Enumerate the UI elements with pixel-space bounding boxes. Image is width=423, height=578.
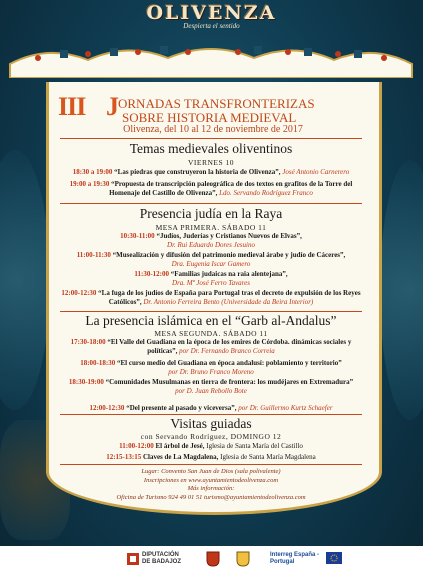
program-item: 18:00-18:30 “El curso medio del Guadiana en época andalusí: poblamiento y territorio” por Dr. Bruno Franco Moreno (80, 359, 342, 376)
diputacion-logo-text: DIPUTACIÓN DE BADAJOZ (142, 552, 182, 565)
interreg-logo-text: Interreg España - Portugal (270, 552, 320, 565)
program-item: 18:30-19:00 “Comunidades Musulmanas en tierra de frontera: los mudéjares en Extremadura” por D. Juan Rebollo Bote (68, 378, 354, 395)
program-item: 12:00-12:30 “La fuga de los judíos de España para Portugal tras el decreto de expulsión de los Reyes Católicos”, Dr. Antonio Ferreira Bento (Universidade da Beira Interior) (61, 289, 361, 306)
info-contact[interactable]: Oficina de Turismo 924 49 01 51 turismo@ayuntamientodeolivenza.com (116, 493, 306, 501)
section-title: Temas medievales oliventinos (129, 141, 293, 156)
section-title: Visitas guiadas (170, 416, 252, 431)
section-divider (60, 203, 362, 204)
header-initial: J (106, 92, 119, 121)
header-numeral: III (58, 92, 86, 121)
info-block (60, 468, 362, 502)
info-registration[interactable]: Inscripciones en www.ayuntamientodeolivenza.com (143, 476, 279, 484)
municipal-crest-icon (206, 551, 220, 567)
eu-flag-icon (326, 552, 342, 564)
crest-icon (236, 551, 250, 567)
info-venue: Lugar: Convento San Juan de Dios (sala polivalente) (141, 468, 281, 475)
section-subtitle: con Servando Rodríguez, DOMINGO 12 (140, 432, 282, 441)
program-item: 18:30 a 19:00 “Las piedras que construyeron la historia de Olivenza”, José Antonio Carnerero (72, 168, 350, 176)
section-divider (60, 414, 362, 415)
program-item: 11:00-11:30 “Musealización y difusión del patrimonio medieval árabe y judío de Cáceres”, Dra. Eugenia Iscar Gamero (76, 251, 346, 268)
program-item: 11:00-12:00 El árbol de Jesé, Iglesia de Santa María del Castillo (119, 442, 303, 450)
program-item: 17:30-18:00 “El Valle del Guadiana en la época de los emires de Córdoba. dinámicas sociales y políticas”, por Dr. Fernando Branco Correia (70, 338, 352, 355)
program-item: 11:30-12:00 “Familias judaicas na raia alentejana”, Dra. Mª José Ferro Tavares (134, 270, 288, 287)
header-line-2: SOBRE HISTORIA MEDIEVAL (122, 110, 297, 125)
program-item: 12:15-13:15 Claves de La Magdalena, Iglesia de Santa María Magdalena (106, 453, 316, 461)
section-subtitle: VIERNES 10 (187, 158, 235, 167)
section-divider (60, 138, 362, 139)
section-divider (60, 311, 362, 312)
section-divider (60, 464, 362, 465)
shield-top-border (8, 40, 414, 78)
program-item: 19:00 a 19:30 “Propuesta de transcripción paleográfica de dos textos en grafitos de la Torre del Homenaje del Castillo de Olivenza”, Ldo. Servando Rodríguez Franco (69, 180, 353, 197)
diputacion-logo-icon (126, 552, 140, 566)
section-subtitle: MESA PRIMERA. SÁBADO 11 (155, 223, 267, 232)
section-title: Presencia judía en la Raya (139, 206, 283, 221)
logo-title: OLIVENZA (146, 2, 277, 24)
logo-subtitle: Despierta el sentido (183, 22, 240, 30)
program-item: 12:00-12:30 “Del presente al pasado y viceversa”, por Dr. Guillermo Kurtz Schaefer (89, 404, 333, 412)
section-title: La presencia islámica en el “Garb al-Andalus” (85, 313, 337, 328)
program-item: 10:30-11:00 “Judíos, Juderías y Cristianos Nuevos de Elvas”, Dr. Rui Eduardo Dores Jesuino (120, 232, 302, 249)
olivenza-logo (0, 2, 423, 30)
info-more-label: Más información: (187, 485, 235, 492)
header-date: Olivenza, del 10 al 12 de noviembre de 2017 (123, 124, 303, 135)
section-subtitle: MESA SEGUNDA. SÁBADO 11 (154, 329, 268, 338)
header-line-1: ORNADAS TRANSFRONTERIZAS (118, 96, 315, 111)
